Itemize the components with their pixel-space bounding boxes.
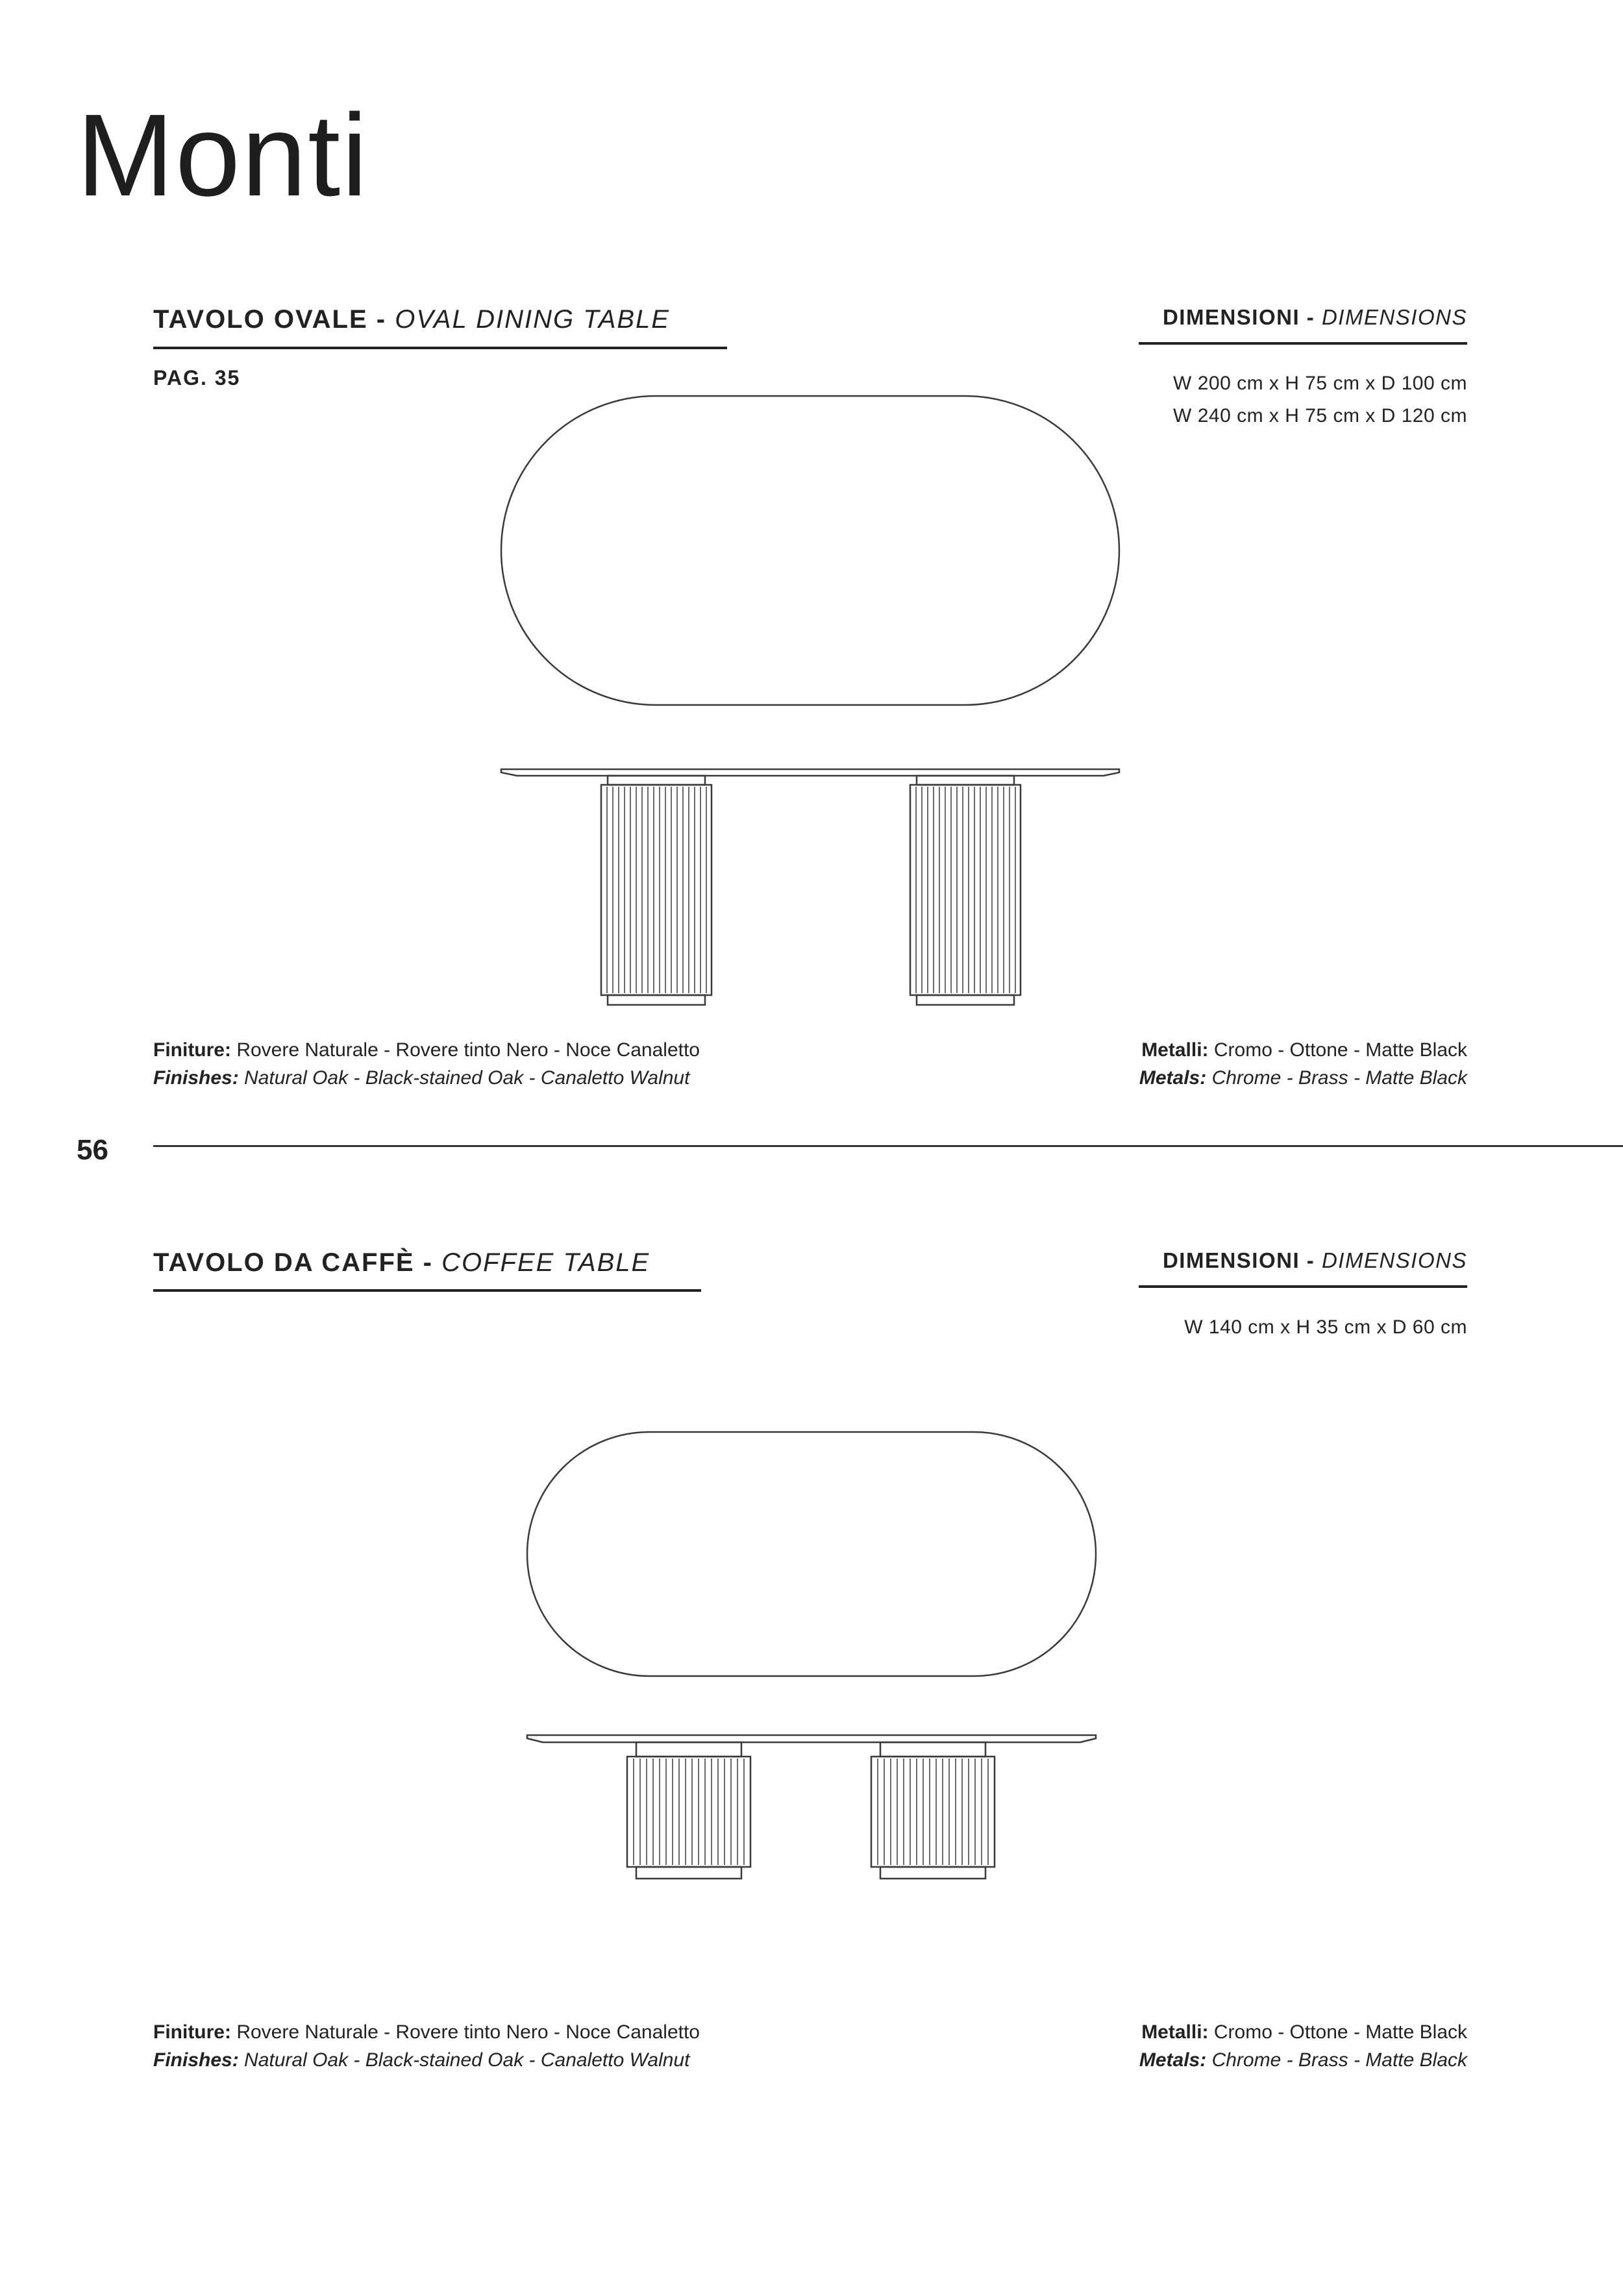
finishes-values: Natural Oak - Black-stained Oak - Canaletto Walnut	[238, 2049, 690, 2071]
dimension-line: W 200 cm x H 75 cm x D 100 cm	[1173, 373, 1467, 394]
dimension-line: W 240 cm x H 75 cm x D 120 cm	[1173, 405, 1467, 426]
metals-values: Chrome - Brass - Matte Black	[1206, 1067, 1467, 1089]
metals-values: Cromo - Ottone - Matte Black	[1208, 2021, 1467, 2043]
finishes-label: Finiture:	[153, 2021, 231, 2043]
finishes-values: Rovere Naturale - Rovere tinto Nero - Noce Canaletto	[231, 2021, 700, 2043]
finishes-label: Finishes:	[153, 1067, 239, 1089]
metals-values: Chrome - Brass - Matte Black	[1206, 2049, 1467, 2071]
dimensions-title-italian: DIMENSIONI -	[1162, 305, 1322, 329]
oval-table-top-view	[501, 396, 1119, 705]
dimensions-title-italian: DIMENSIONI -	[1162, 1248, 1322, 1272]
metals-label: Metals:	[1139, 1067, 1207, 1089]
dimensions-title-english: DIMENSIONS	[1321, 1248, 1467, 1272]
page-number: 56	[77, 1134, 108, 1166]
metals-label: Metalli:	[1141, 1039, 1209, 1061]
finishes-values: Rovere Naturale - Rovere tinto Nero - Noce Canaletto	[231, 1039, 700, 1061]
coffee-table-top-view	[527, 1432, 1096, 1676]
finishes-label: Finiture:	[153, 1039, 231, 1061]
page-reference: PAG. 35	[153, 366, 241, 389]
title-italian: TAVOLO DA CAFFÈ -	[153, 1248, 442, 1277]
brand-title: Monti	[77, 90, 369, 221]
finishes-values: Natural Oak - Black-stained Oak - Canaletto Walnut	[238, 1067, 690, 1089]
dimensions-title-english: DIMENSIONS	[1321, 305, 1467, 329]
metals-label: Metals:	[1139, 2049, 1207, 2071]
title-english: OVAL DINING TABLE	[395, 305, 670, 334]
oval-table-side-view	[501, 769, 1119, 1005]
title-english: COFFEE TABLE	[441, 1248, 650, 1277]
coffee-table-side-view	[527, 1735, 1096, 1879]
dimension-line: W 140 cm x H 35 cm x D 60 cm	[1184, 1316, 1467, 1338]
metals-values: Cromo - Ottone - Matte Black	[1208, 1039, 1467, 1061]
title-italian: TAVOLO OVALE -	[153, 305, 395, 334]
metals-label: Metalli:	[1141, 2021, 1209, 2043]
finishes-label: Finishes:	[153, 2049, 239, 2071]
